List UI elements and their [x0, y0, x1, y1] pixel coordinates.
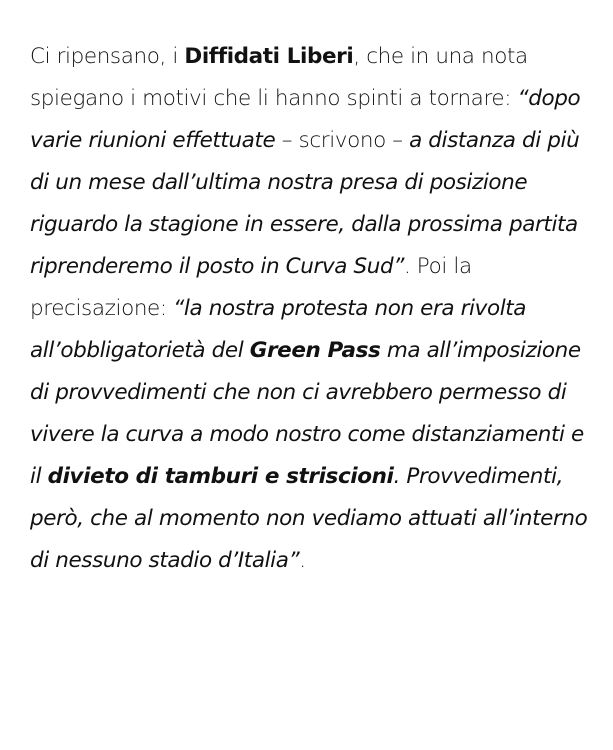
article-paragraph: [30, 36, 590, 582]
text-segment: – scrivono –: [275, 128, 410, 153]
text-segment: Ci ripensano, i: [30, 44, 185, 69]
quote-segment: a distanza di più di un mese dall’ultima nostra presa di posizione riguardo la stagione in essere, dalla prossima partita riprenderemo il posto in Curva Sud”: [30, 128, 580, 279]
text-segment: .: [299, 548, 306, 573]
bold-text-green-pass: Green Pass: [249, 338, 381, 363]
quote-segment: “dopo varie riunioni effettuate: [30, 86, 581, 153]
text-segment: . Poi la precisazione:: [30, 254, 472, 321]
quote-segment: “la nostra protesta non era rivolta all’obbligatorietà del: [30, 296, 527, 363]
bold-text-divieto: divieto di tamburi e striscioni: [47, 464, 394, 489]
emphasis-wrapper: [48, 464, 394, 489]
bold-text-diffidati-liberi: Diffidati Liberi: [184, 44, 354, 69]
emphasis-wrapper: [250, 338, 381, 363]
text-segment: , che in una nota spiegano i motivi che li hanno spinti a tornare:: [30, 44, 528, 111]
quote-segment: . Provvedimenti, però, che al momento non vediamo attuati all’interno di nessuno stadio d’Italia”: [30, 464, 588, 573]
quote-segment: ma all’imposizione di provvedimenti che non ci avrebbero permesso di vivere la curva a modo nostro come distanziamenti e il: [30, 338, 584, 489]
